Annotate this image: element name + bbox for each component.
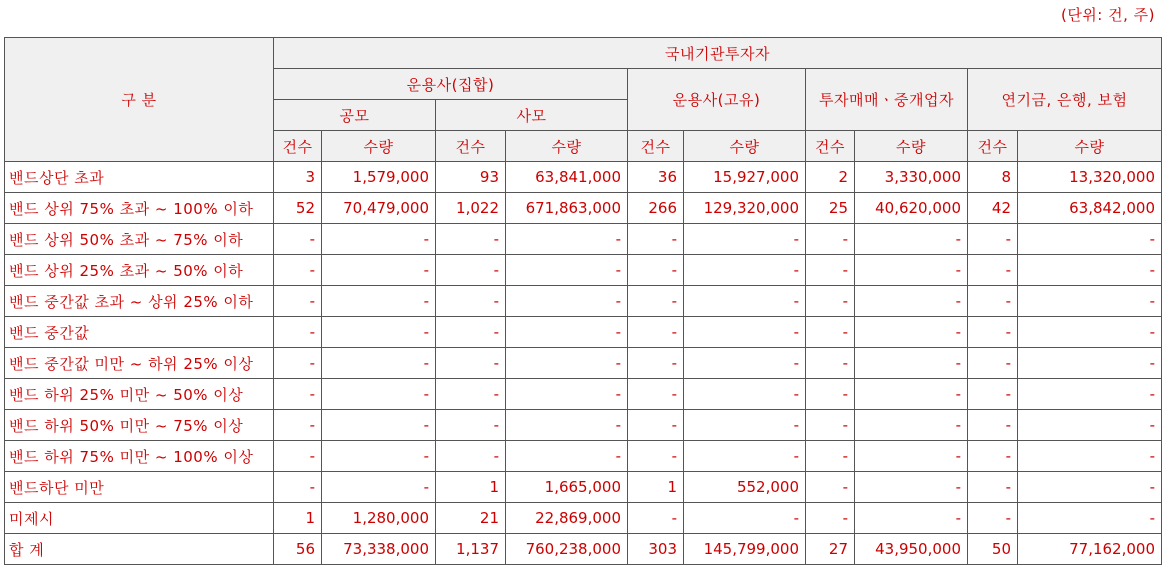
count-cell: -: [968, 503, 1018, 534]
quantity-cell: -: [684, 286, 806, 317]
header-quantity: 수량: [684, 131, 806, 162]
quantity-cell: -: [506, 441, 628, 472]
row-label: 밴드 하위 50% 미만 ~ 75% 이상: [5, 410, 274, 441]
quantity-cell: -: [684, 317, 806, 348]
table-row: [5, 255, 1162, 286]
quantity-cell: -: [506, 348, 628, 379]
count-cell: -: [806, 317, 855, 348]
header-count: 건수: [806, 131, 855, 162]
count-cell: -: [436, 317, 506, 348]
table-row: [5, 410, 1162, 441]
quantity-cell: 145,799,000: [684, 534, 806, 565]
quantity-cell: 1,280,000: [322, 503, 436, 534]
quantity-cell: 1,579,000: [322, 162, 436, 193]
row-label: 밴드 중간값 미만 ~ 하위 25% 이상: [5, 348, 274, 379]
count-cell: -: [628, 286, 684, 317]
quantity-cell: -: [506, 255, 628, 286]
count-cell: -: [436, 410, 506, 441]
count-cell: 42: [968, 193, 1018, 224]
count-cell: -: [968, 441, 1018, 472]
table-row: [5, 286, 1162, 317]
count-cell: -: [968, 348, 1018, 379]
header-domestic-institutional: 국내기관투자자: [274, 38, 1162, 69]
count-cell: -: [274, 410, 322, 441]
count-cell: -: [436, 255, 506, 286]
count-cell: 266: [628, 193, 684, 224]
header-quantity: 수량: [1018, 131, 1162, 162]
quantity-cell: 70,479,000: [322, 193, 436, 224]
count-cell: -: [274, 441, 322, 472]
quantity-cell: -: [1018, 503, 1162, 534]
row-label: 밴드상단 초과: [5, 162, 274, 193]
count-cell: 1,022: [436, 193, 506, 224]
count-cell: 1: [274, 503, 322, 534]
quantity-cell: 40,620,000: [855, 193, 968, 224]
count-cell: -: [628, 503, 684, 534]
count-cell: -: [436, 348, 506, 379]
table-row: [5, 472, 1162, 503]
quantity-cell: -: [322, 472, 436, 503]
quantity-cell: -: [506, 317, 628, 348]
count-cell: -: [968, 317, 1018, 348]
quantity-cell: -: [1018, 410, 1162, 441]
count-cell: -: [806, 224, 855, 255]
row-label: 밴드 상위 50% 초과 ~ 75% 이하: [5, 224, 274, 255]
header-asset-manager-own: 운용사(고유): [628, 69, 806, 131]
quantity-cell: 671,863,000: [506, 193, 628, 224]
quantity-cell: -: [855, 503, 968, 534]
count-cell: -: [628, 317, 684, 348]
count-cell: -: [968, 255, 1018, 286]
count-cell: 1: [628, 472, 684, 503]
header-broker-dealer: 투자매매ㆍ중개업자: [806, 69, 968, 131]
table-row: [5, 224, 1162, 255]
count-cell: -: [628, 410, 684, 441]
count-cell: -: [274, 317, 322, 348]
count-cell: -: [968, 224, 1018, 255]
table-row: [5, 162, 1162, 193]
count-cell: -: [806, 503, 855, 534]
quantity-cell: -: [322, 255, 436, 286]
table-row: [5, 441, 1162, 472]
quantity-cell: -: [684, 379, 806, 410]
count-cell: -: [628, 441, 684, 472]
count-cell: -: [274, 286, 322, 317]
count-cell: -: [968, 286, 1018, 317]
count-cell: -: [274, 255, 322, 286]
quantity-cell: -: [1018, 379, 1162, 410]
count-cell: -: [628, 224, 684, 255]
quantity-cell: -: [684, 441, 806, 472]
count-cell: 303: [628, 534, 684, 565]
header-asset-manager-collective: 운용사(집합): [274, 69, 628, 100]
count-cell: 2: [806, 162, 855, 193]
quantity-cell: -: [684, 410, 806, 441]
quantity-cell: 22,869,000: [506, 503, 628, 534]
quantity-cell: -: [1018, 348, 1162, 379]
table-body: [5, 162, 1162, 565]
count-cell: 52: [274, 193, 322, 224]
count-cell: 8: [968, 162, 1018, 193]
quantity-cell: -: [322, 317, 436, 348]
quantity-cell: 77,162,000: [1018, 534, 1162, 565]
count-cell: -: [274, 472, 322, 503]
quantity-cell: -: [855, 348, 968, 379]
count-cell: -: [628, 379, 684, 410]
header-quantity: 수량: [322, 131, 436, 162]
count-cell: -: [806, 472, 855, 503]
quantity-cell: -: [855, 379, 968, 410]
row-label: 미제시: [5, 503, 274, 534]
quantity-cell: -: [855, 255, 968, 286]
count-cell: -: [628, 348, 684, 379]
quantity-cell: -: [1018, 441, 1162, 472]
header-quantity: 수량: [855, 131, 968, 162]
count-cell: 3: [274, 162, 322, 193]
row-label: 밴드 중간값 초과 ~ 상위 25% 이하: [5, 286, 274, 317]
quantity-cell: -: [855, 286, 968, 317]
row-label: 합 계: [5, 534, 274, 565]
quantity-cell: 1,665,000: [506, 472, 628, 503]
quantity-cell: -: [684, 503, 806, 534]
header-public-offering: 공모: [274, 100, 436, 131]
quantity-cell: -: [322, 379, 436, 410]
quantity-cell: -: [855, 224, 968, 255]
count-cell: -: [968, 410, 1018, 441]
count-cell: 27: [806, 534, 855, 565]
count-cell: -: [436, 441, 506, 472]
quantity-cell: -: [684, 255, 806, 286]
quantity-cell: -: [322, 348, 436, 379]
quantity-cell: -: [506, 286, 628, 317]
table-row: [5, 193, 1162, 224]
quantity-cell: 15,927,000: [684, 162, 806, 193]
quantity-cell: 552,000: [684, 472, 806, 503]
header-count: 건수: [628, 131, 684, 162]
count-cell: -: [968, 379, 1018, 410]
quantity-cell: 43,950,000: [855, 534, 968, 565]
count-cell: -: [628, 255, 684, 286]
count-cell: 36: [628, 162, 684, 193]
quantity-cell: 63,841,000: [506, 162, 628, 193]
quantity-cell: -: [684, 348, 806, 379]
count-cell: -: [436, 286, 506, 317]
quantity-cell: -: [855, 317, 968, 348]
row-label: 밴드 하위 75% 미만 ~ 100% 이상: [5, 441, 274, 472]
header-quantity: 수량: [506, 131, 628, 162]
quantity-cell: -: [506, 410, 628, 441]
count-cell: -: [274, 348, 322, 379]
row-label: 밴드하단 미만: [5, 472, 274, 503]
table-row: [5, 379, 1162, 410]
count-cell: 56: [274, 534, 322, 565]
table-row: [5, 534, 1162, 565]
quantity-cell: 3,330,000: [855, 162, 968, 193]
quantity-cell: 73,338,000: [322, 534, 436, 565]
quantity-cell: -: [322, 286, 436, 317]
count-cell: 1: [436, 472, 506, 503]
row-label: 밴드 상위 75% 초과 ~ 100% 이하: [5, 193, 274, 224]
row-label: 밴드 중간값: [5, 317, 274, 348]
quantity-cell: 760,238,000: [506, 534, 628, 565]
row-label: 밴드 하위 25% 미만 ~ 50% 이상: [5, 379, 274, 410]
quantity-cell: -: [1018, 255, 1162, 286]
count-cell: -: [436, 224, 506, 255]
quantity-cell: -: [506, 224, 628, 255]
demand-forecast-table: [4, 37, 1162, 565]
quantity-cell: -: [1018, 317, 1162, 348]
header-category: 구 분: [5, 38, 274, 162]
unit-label: (단위: 건, 주): [1060, 6, 1155, 24]
quantity-cell: 129,320,000: [684, 193, 806, 224]
count-cell: 1,137: [436, 534, 506, 565]
header-count: 건수: [436, 131, 506, 162]
count-cell: -: [274, 379, 322, 410]
count-cell: -: [806, 348, 855, 379]
count-cell: 25: [806, 193, 855, 224]
quantity-cell: 63,842,000: [1018, 193, 1162, 224]
quantity-cell: -: [322, 410, 436, 441]
table-row: [5, 348, 1162, 379]
count-cell: -: [806, 286, 855, 317]
quantity-cell: 13,320,000: [1018, 162, 1162, 193]
quantity-cell: -: [855, 472, 968, 503]
count-cell: 93: [436, 162, 506, 193]
count-cell: -: [806, 255, 855, 286]
header-pension-bank-insurance: 연기금, 은행, 보험: [968, 69, 1162, 131]
count-cell: -: [274, 224, 322, 255]
row-label: 밴드 상위 25% 초과 ~ 50% 이하: [5, 255, 274, 286]
header-private-offering: 사모: [436, 100, 628, 131]
count-cell: 50: [968, 534, 1018, 565]
quantity-cell: -: [1018, 286, 1162, 317]
header-count: 건수: [968, 131, 1018, 162]
count-cell: 21: [436, 503, 506, 534]
quantity-cell: -: [506, 379, 628, 410]
quantity-cell: -: [1018, 224, 1162, 255]
table-row: [5, 503, 1162, 534]
count-cell: -: [436, 379, 506, 410]
quantity-cell: -: [322, 441, 436, 472]
quantity-cell: -: [322, 224, 436, 255]
quantity-cell: -: [855, 410, 968, 441]
count-cell: -: [968, 472, 1018, 503]
table-row: [5, 317, 1162, 348]
count-cell: -: [806, 410, 855, 441]
quantity-cell: -: [1018, 472, 1162, 503]
count-cell: -: [806, 441, 855, 472]
header-count: 건수: [274, 131, 322, 162]
count-cell: -: [806, 379, 855, 410]
quantity-cell: -: [855, 441, 968, 472]
quantity-cell: -: [684, 224, 806, 255]
